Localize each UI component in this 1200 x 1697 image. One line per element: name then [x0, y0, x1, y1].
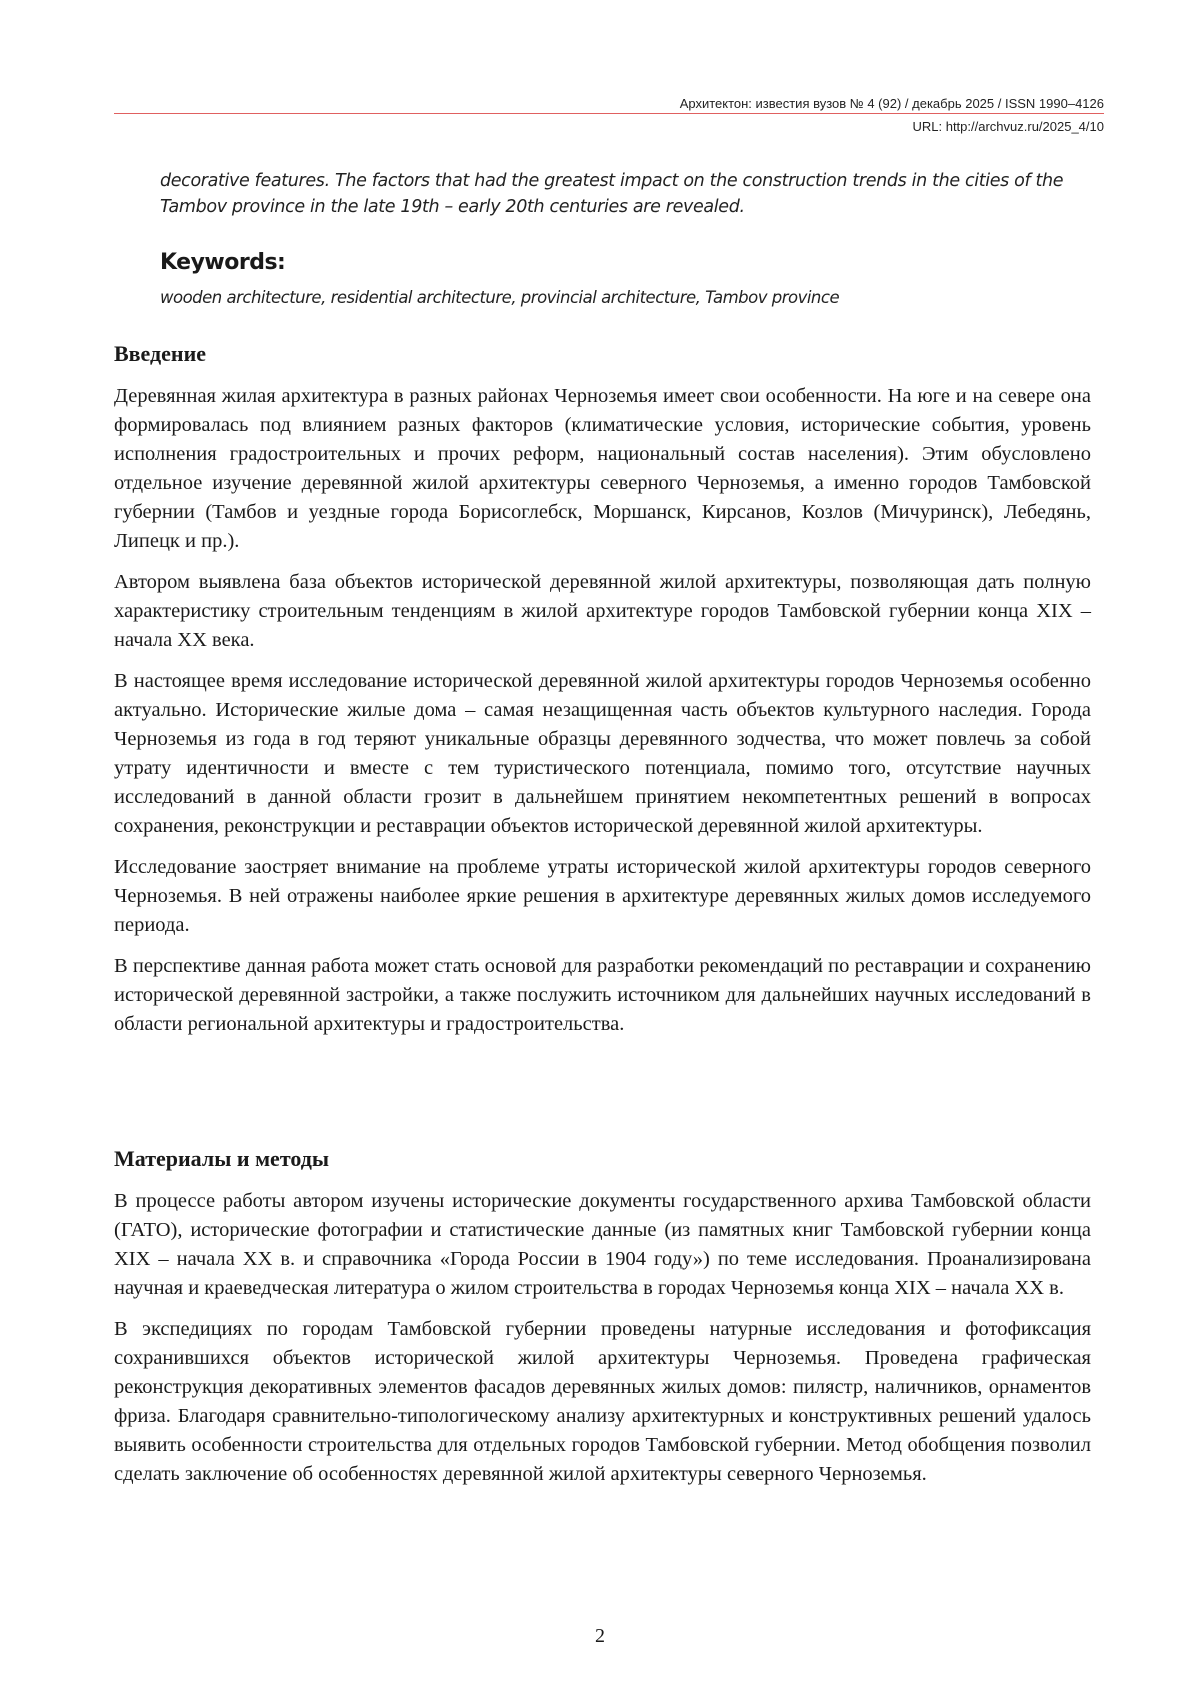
paragraph: В экспедициях по городам Тамбовской губернии проведены натурные исследования и фотофиксация сохранившихся объектов исторической жилой архитектуры Черноземья. Проведена графическая реконструкция декоративных элементов фасадов деревянных жилых домов: пилястр, наличников, орнаментов фриза. Благодаря сравнительно-типологическому анализу архитектурных и конструктивных решений удалось выявить особенности строительства для отдельных городов Тамбовской губернии. Метод обобщения позволил сделать заключение об особенностях деревянной жилой архитектуры северного Черноземья.	[114, 1318, 1091, 1485]
abstract-continuation: decorative features. The factors that had the greatest impact on the construction trends in the cities of the Tambov province in the late 19th – early 20th centuries are revealed.	[160, 171, 1064, 217]
paragraph: Автором выявлена база объектов исторической деревянной жилой архитектуры, позволяющая дать полную характеристику строительным тенденциям в жилой архитектуре городов Тамбовской губернии конца XIX – начала XX века.	[114, 571, 1091, 651]
paragraph: Исследование заостряет внимание на проблеме утраты исторической жилой архитектуры городов северного Черноземья. В ней отражены наиболее яркие решения в архитектуре деревянных жилых домов исследуемого периода.	[114, 856, 1091, 936]
section-materials-methods	[114, 1145, 1091, 1501]
keywords-list: wooden architecture, residential architecture, provincial architecture, Tambov province	[160, 288, 840, 307]
page-number: 2	[595, 1625, 605, 1647]
article-url: URL: http://archvuz.ru/2025_4/10	[912, 119, 1104, 134]
keywords-heading: Keywords:	[160, 250, 286, 275]
section-heading: Введение	[114, 341, 207, 366]
paragraph: В перспективе данная работа может стать основой для разработки рекомендаций по реставрации и сохранению исторической деревянной застройки, а также послужить источником для дальнейших научных исследований в области региональной архитектуры и градостроительства.	[114, 955, 1091, 1035]
paragraph: В настоящее время исследование исторической деревянной жилой архитектуры городов Черноземья особенно актуально. Исторические жилые дома – самая незащищенная часть объектов культурного наследия. Города Черноземья из года в год теряют уникальные образцы деревянного зодчества, что может повлечь за собой утрату идентичности и вместе с тем туристического потенциала, помимо того, отсутствие научных исследований в данной области грозит в дальнейшем принятием некомпетентных решений в вопросах сохранения, реконструкции и реставрации объектов исторической деревянной жилой архитектуры.	[114, 670, 1091, 837]
journal-citation: Архитектон: известия вузов № 4 (92) / декабрь 2025 / ISSN 1990–4126	[679, 96, 1104, 111]
section-heading: Материалы и методы	[114, 1146, 330, 1171]
paragraph: В процессе работы автором изучены исторические документы государственного архива Тамбовской области (ГАТО), исторические фотографии и статистические данные (из памятных книг Тамбовской губернии конца XIX – начала XX в. и справочника «Города России в 1904 году») по теме исследования. Проанализирована научная и краеведческая литература о жилом строительства в городах Черноземья конца XIX – начала XX в.	[114, 1190, 1091, 1299]
paragraph: Деревянная жилая архитектура в разных районах Черноземья имеет свои особенности. На юге и на севере она формировалась под влиянием разных факторов (климатические условия, исторические события, уровень исполнения градостроительных и прочих реформ, национальный состав населения). Этим обусловлено отдельное изучение деревянной жилой архитектуры северного Черноземья, а именно городов Тамбовской губернии (Тамбов и уездные города Борисоглебск, Моршанск, Кирсанов, Козлов (Мичуринск), Лебедянь, Липецк и пр.).	[114, 385, 1091, 552]
header-divider	[114, 113, 1104, 114]
section-introduction	[114, 340, 1091, 1051]
